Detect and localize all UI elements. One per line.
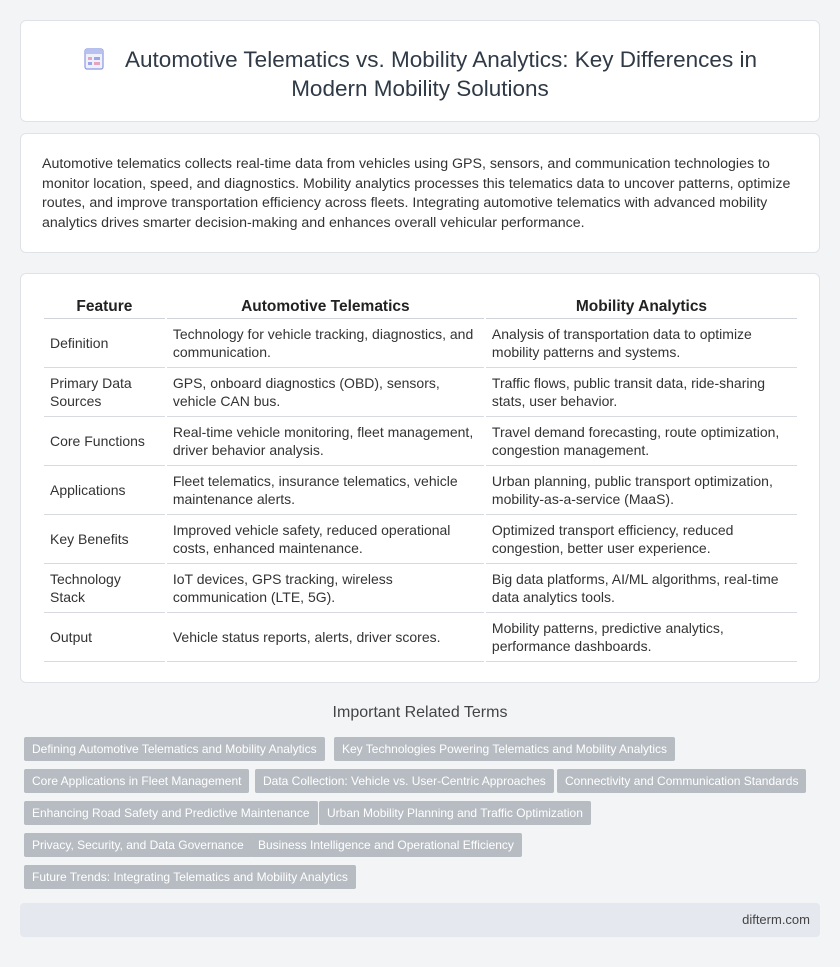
feature-cell: Key Benefits [44, 515, 165, 564]
telematics-cell: Vehicle status reports, alerts, driver scores. [167, 613, 484, 662]
related-term-tag[interactable]: Key Technologies Powering Telematics and Mobility Analytics [334, 737, 675, 761]
table-row [44, 613, 797, 662]
feature-cell: Definition [44, 319, 165, 368]
analytics-cell: Traffic flows, public transit data, ride-sharing stats, user behavior. [486, 368, 797, 417]
feature-cell: Output [44, 613, 165, 662]
footer-bar [20, 903, 820, 937]
header-automotive-telematics: Automotive Telematics [167, 297, 484, 319]
related-term-tag[interactable]: Urban Mobility Planning and Traffic Optimization [319, 801, 591, 825]
table-row [44, 417, 797, 466]
analytics-cell: Big data platforms, AI/ML algorithms, real-time data analytics tools. [486, 564, 797, 613]
document-icon [83, 48, 105, 70]
table-row [44, 564, 797, 613]
related-term-tag[interactable]: Future Trends: Integrating Telematics and Mobility Analytics [24, 865, 356, 889]
telematics-cell: Technology for vehicle tracking, diagnostics, and communication. [167, 319, 484, 368]
analytics-cell: Mobility patterns, predictive analytics, performance dashboards. [486, 613, 797, 662]
footer-site-link[interactable]: difterm.com [742, 912, 810, 927]
telematics-cell: Real-time vehicle monitoring, fleet management, driver behavior analysis. [167, 417, 484, 466]
page-title-text: Automotive Telematics vs. Mobility Analytics: Key Differences in Modern Mobility Solutions [125, 47, 757, 101]
table-row [44, 515, 797, 564]
intro-paragraph: Automotive telematics collects real-time data from vehicles using GPS, sensors, and communication technologies to monitor location, speed, and diagnostics. Mobility analytics processes this telematics data to uncover patterns, optimize routes, and improve transportation efficiency across fleets. Integrating automotive telematics with advanced mobility analytics drives smarter decision-making and enhances overall vehicular performance. [42, 156, 791, 231]
related-term-tag[interactable]: Defining Automotive Telematics and Mobility Analytics [24, 737, 325, 761]
feature-cell: Applications [44, 466, 165, 515]
table-header-row [44, 297, 797, 319]
analytics-cell: Analysis of transportation data to optimize mobility patterns and systems. [486, 319, 797, 368]
telematics-cell: Improved vehicle safety, reduced operational costs, enhanced maintenance. [167, 515, 484, 564]
telematics-cell: IoT devices, GPS tracking, wireless communication (LTE, 5G). [167, 564, 484, 613]
table-row [44, 466, 797, 515]
feature-cell: Primary Data Sources [44, 368, 165, 417]
analytics-cell: Urban planning, public transport optimization, mobility-as-a-service (MaaS). [486, 466, 797, 515]
header-feature: Feature [44, 297, 165, 319]
feature-cell: Technology Stack [44, 564, 165, 613]
related-term-tag[interactable]: Enhancing Road Safety and Predictive Maintenance [24, 801, 318, 825]
related-term-tag[interactable]: Business Intelligence and Operational Efficiency [250, 833, 522, 857]
page-title [21, 45, 819, 103]
intro-card [20, 133, 820, 253]
comparison-table [42, 297, 799, 662]
table-row [44, 368, 797, 417]
related-term-tag[interactable]: Connectivity and Communication Standards [557, 769, 806, 793]
related-term-tag[interactable]: Privacy, Security, and Data Governance [24, 833, 252, 857]
title-card [20, 20, 820, 122]
telematics-cell: Fleet telematics, insurance telematics, vehicle maintenance alerts. [167, 466, 484, 515]
table-row [44, 319, 797, 368]
header-mobility-analytics: Mobility Analytics [486, 297, 797, 319]
related-term-tag[interactable]: Core Applications in Fleet Management [24, 769, 249, 793]
analytics-cell: Optimized transport efficiency, reduced congestion, better user experience. [486, 515, 797, 564]
feature-cell: Core Functions [44, 417, 165, 466]
comparison-table-card [20, 273, 820, 683]
related-terms-heading: Important Related Terms [332, 704, 508, 721]
analytics-cell: Travel demand forecasting, route optimization, congestion management. [486, 417, 797, 466]
telematics-cell: GPS, onboard diagnostics (OBD), sensors, vehicle CAN bus. [167, 368, 484, 417]
related-term-tag[interactable]: Data Collection: Vehicle vs. User-Centric Approaches [255, 769, 554, 793]
